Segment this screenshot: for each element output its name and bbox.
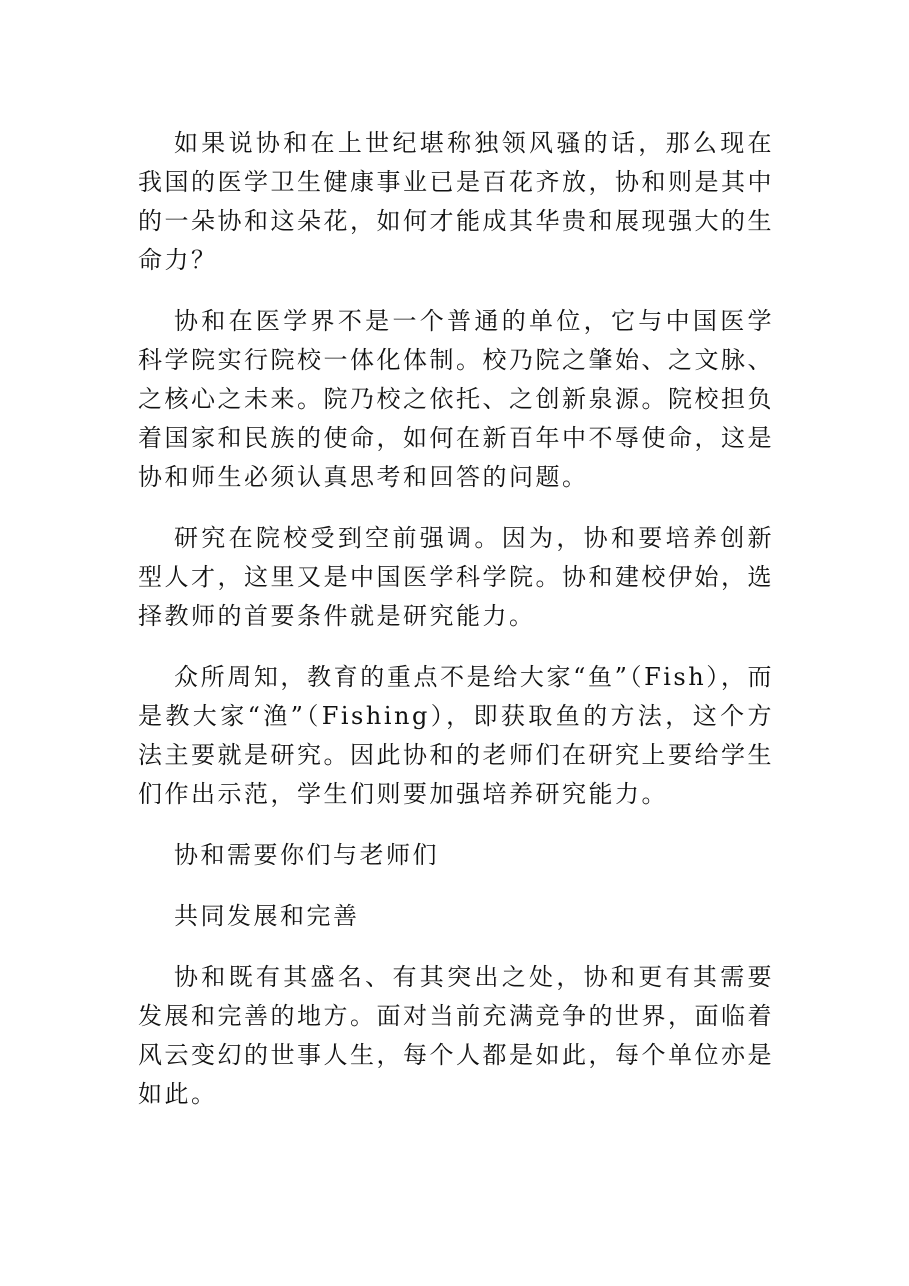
document-body [138,124,774,1136]
paragraph-5: 协和既有其盛名、有其突出之处，协和更有其需要发展和完善的地方。面对当前充满竞争的世界，面临着风云变幻的世事人生，每个人都是如此，每个单位亦是如此。 [138,963,774,1108]
paragraph-4: 众所周知，教育的重点不是给大家“鱼”（Fish），而是教大家“渔”（Fishing），即获取鱼的方法，这个方法主要就是研究。因此协和的老师们在研究上要给学生们作出示范，学生们则要加强培养研究能力。 [138,663,774,808]
paragraph-1: 如果说协和在上世纪堪称独领风骚的话，那么现在我国的医学卫生健康事业已是百花齐放，协和则是其中的一朵协和这朵花，如何才能成其华贵和展现强大的生命力？ [138,129,774,274]
heading-line-1: 协和需要你们与老师们 [174,841,439,869]
paragraph-3: 研究在院校受到空前强调。因为，协和要培养创新型人才，这里又是中国医学科学院。协和建校伊始，选择教师的首要条件就是研究能力。 [138,524,774,630]
heading-line-2: 共同发展和完善 [174,902,360,930]
paragraph-2: 协和在医学界不是一个普通的单位，它与中国医学科学院实行院校一体化体制。校乃院之肇始、之文脉、之核心之未来。院乃校之依托、之创新泉源。院校担负着国家和民族的使命，如何在新百年中不辱使命，这是协和师生必须认真思考和回答的问题。 [138,307,774,491]
